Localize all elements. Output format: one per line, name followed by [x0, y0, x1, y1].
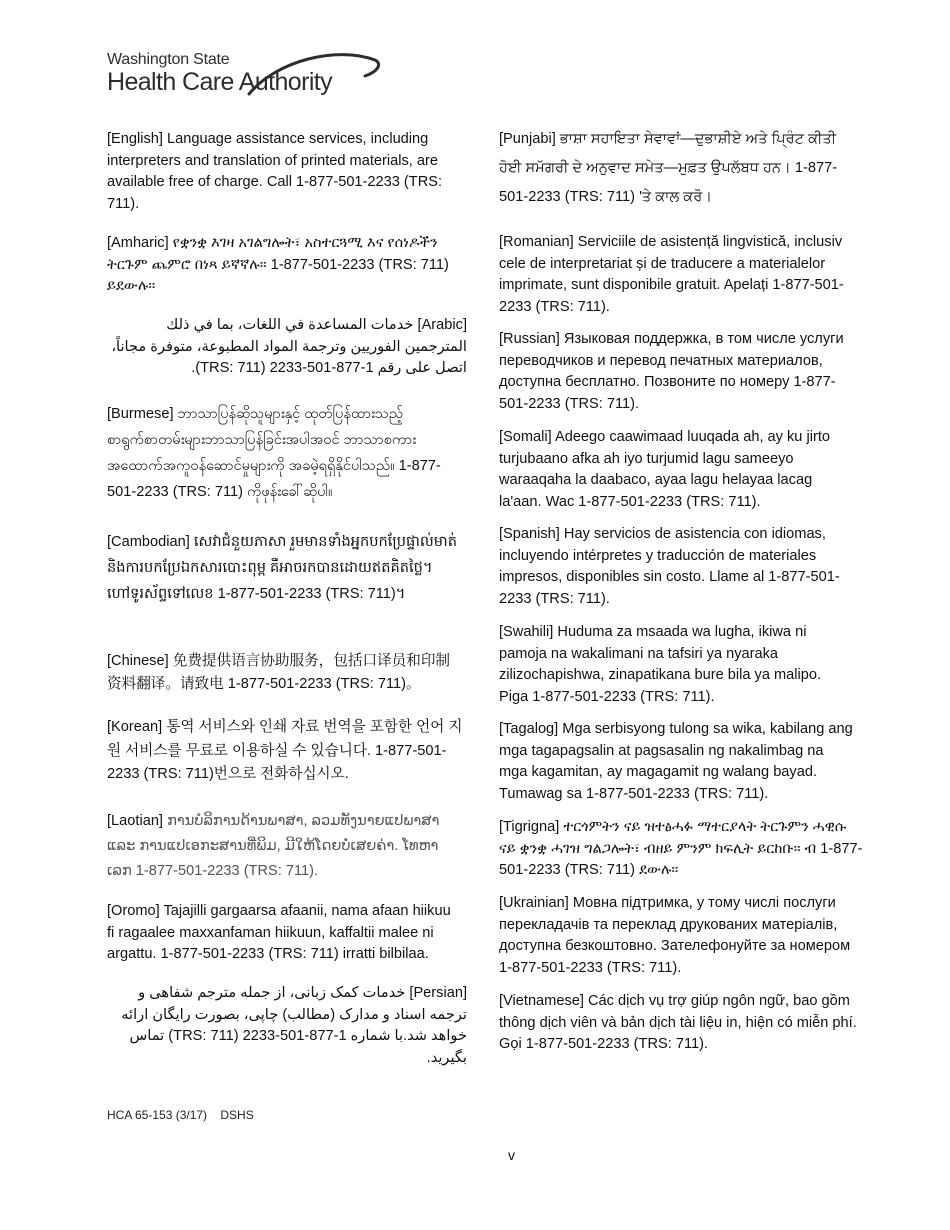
- notice-tigrigna: [499, 817, 864, 882]
- notice-swahili: [499, 622, 844, 708]
- notice-tagalog: [499, 719, 854, 805]
- lang-label: [Persian]: [409, 985, 467, 1001]
- logo-line-2: Health Care Authority: [107, 68, 333, 96]
- notice-romanian: [499, 232, 864, 318]
- lang-label: [Tigrigna]: [499, 819, 560, 835]
- notice-english: [107, 129, 452, 215]
- lang-label: [Oromo]: [107, 903, 160, 919]
- page-number: v: [508, 1147, 515, 1163]
- lang-label: [Chinese]: [107, 653, 169, 669]
- notice-text: សេវាជំនួយភាសា រួមមានទាំងអ្នកបកប្រែផ្ទាល់មាត់ និងការបកប្រែឯកសារបោះពុម្ព គឺអាចរកបានដោយឥតគិតថ្លៃ។ ហៅទូរស័ព្ទទៅលេខ 1-877-501-2233 (TRS: 711)។: [107, 534, 457, 602]
- notice-text: خدمات کمک زبانی، از جمله مترجم شفاهی و ترجمه اسناد و مدارک (مطالب) چاپی، بصورت رایگان ارائه خواهد شد.با شماره 1-877-501-2233 (TRS: 711) تماس بگیرید.: [121, 985, 467, 1066]
- notice-text: Мовна підтримка, у тому числі послуги перекладачів та переклад друкованих матеріалів, доступна безкоштовно. Зателефонуйте за номером 1-877-501-2233 (TRS: 711).: [499, 895, 851, 976]
- logo-swoosh-icon: [247, 50, 387, 98]
- notice-burmese: [107, 401, 469, 505]
- lang-label: [Spanish]: [499, 526, 560, 542]
- notice-somali: [499, 427, 849, 513]
- lang-label: [Laotian]: [107, 813, 163, 829]
- notice-text: የቋንቋ እገዛ አገልግሎት፣ አስተርጓሚ እና የሰነዶችን ትርጉም ጨምሮ በነጻ ይኛኛሉ፡፡ 1-877-501-2233 (TRS: 711) ይደውሉ፡፡: [107, 235, 449, 294]
- lang-label: [Burmese]: [107, 406, 174, 422]
- lang-label: [Romanian]: [499, 234, 574, 250]
- notice-text: 免费提供语言协助服务，包括口译员和印制资料翻译。请致电 1-877-501-2233 (TRS: 711)。: [107, 653, 451, 692]
- notice-text: ተርጎምትን ናይ ዝተፅሓፉ ማተርያላት ትርጉምን ሓዊሱ ናይ ቋንቋ ሓገዝ ግልጋሎት፣ ብዘይ ምንም ክፍሊት ይርከቡ፡፡ ብ 1-877-501-2233 (TRS: 711) ደውሉ፡፡: [499, 819, 863, 878]
- notice-ukrainian: [499, 893, 854, 979]
- lang-label: [Vietnamese]: [499, 993, 584, 1009]
- lang-label: [Tagalog]: [499, 721, 559, 737]
- notice-amharic: [107, 233, 462, 298]
- notice-spanish: [499, 524, 849, 610]
- notice-text: 통역 서비스와 인쇄 자료 번역을 포함한 언어 지원 서비스를 무료로 이용하실 수 있습니다. 1-877-501-2233 (TRS: 711)번으로 전화하십시오.: [107, 719, 463, 782]
- notice-cambodian: [107, 529, 457, 607]
- notice-text: Language assistance services, including interpreters and translation of printed materials, are available free of charge. Call 1-877-501-2233 (TRS: 711).: [107, 131, 443, 212]
- notice-text: خدمات المساعدة في اللغات، بما في ذلك المترجمين الفوريين وترجمة المواد المطبوعة، متوفرة مجاناً، اتصل على رقم 1-877-501-2233 (TRS: 711).: [111, 317, 467, 376]
- notice-persian: [107, 983, 467, 1069]
- notice-text: ການບໍລິການດ້ານພາສາ, ລວມທັງນາຍແປພາສາ ແລະ ການແປເອກະສານທີ່ພິມ, ມີໃຫ້ໂດຍບໍ່ເສຍຄ່າ. ໂທຫາເລກ 1-877-501-2233 (TRS: 711).: [107, 813, 440, 879]
- lang-label: [Amharic]: [107, 235, 169, 251]
- notice-text: Huduma za msaada wa lugha, ikiwa ni pamoja na wakalimani na tafsiri ya nyaraka zilizochapishwa, zinapatikana bure bila ya malipo. Piga 1-877-501-2233 (TRS: 711).: [499, 624, 822, 705]
- notice-text: Языковая поддержка, в том числе услуги переводчиков и перевод печатных материалов, доступна бесплатно. Позвоните по номеру 1-877-501-2233 (TRS: 711).: [499, 331, 844, 412]
- lang-label: [Cambodian]: [107, 534, 190, 550]
- notice-text: Serviciile de asistență lingvistică, inclusiv cele de interpretariat și de traducere a materialelor imprimate, sunt disponibile gratuit. Apelați 1-877-501-2233 (TRS: 711).: [499, 234, 844, 315]
- lang-label: [Somali]: [499, 429, 552, 445]
- lang-label: [Korean]: [107, 719, 163, 735]
- lang-label: [Swahili]: [499, 624, 554, 640]
- notice-vietnamese: [499, 991, 869, 1056]
- lang-label: [Ukrainian]: [499, 895, 569, 911]
- lang-label: [Russian]: [499, 331, 560, 347]
- lang-label: [Punjabi]: [499, 131, 556, 147]
- notice-text: Adeego caawimaad luuqada ah, ay ku jirto turjubaano afka ah iyo turjumid lagu sameeyo waraaqaha la daabaco, ayaa lagu helayaa lacag la'aan. Wac 1-877-501-2233 (TRS: 711).: [499, 429, 830, 510]
- notice-oromo: [107, 901, 462, 966]
- notice-chinese: [107, 650, 462, 696]
- notice-text: Mga serbisyong tulong sa wika, kabilang ang mga tagapagsalin at pagsasalin ng nakalimbag na mga kagamitan, ay magagamit ng walang bayad. Tumawag sa 1-877-501-2233 (TRS: 711).: [499, 721, 853, 802]
- notice-text: ဘာသာပြန်ဆိုသူများနှင့် ထုတ်ပြန်ထားသည့် စာရွက်စာတမ်းများဘာသာပြန်ခြင်းအပါအဝင် ဘာသာစကားအထောက်အကူဝန်ဆောင်မှုများကို အခမဲ့ရရှိနိုင်ပါသည်။ 1-877-501-2233 (TRS: 711) ကိုဖုန်းခေါ်ဆိုပါ။: [107, 406, 441, 500]
- lang-label: [Arabic]: [417, 317, 467, 333]
- form-code: HCA 65-153 (3/17) DSHS: [107, 1108, 254, 1122]
- notice-laotian: [107, 809, 457, 884]
- notice-punjabi: [499, 125, 839, 212]
- notice-russian: [499, 329, 864, 415]
- logo-line-1: Washington State: [107, 51, 230, 68]
- hca-logo: [107, 50, 387, 106]
- notice-text: ਭਾਸ਼ਾ ਸਹਾਇਤਾ ਸੇਵਾਵਾਂ—ਦੁਭਾਸ਼ੀਏ ਅਤੇ ਪ੍ਰਿੰਟ ਕੀਤੀ ਹੋਈ ਸਮੱਗਰੀ ਦੇ ਅਨੁਵਾਦ ਸਮੇਤ—ਮੁਫ਼ਤ ਉਪਲੱਬਧ ਹਨ। 1-877-501-2233 (TRS: 711) 'ਤੇ ਕਾਲ ਕਰੋ।: [499, 131, 838, 205]
- lang-label: [English]: [107, 131, 163, 147]
- notice-korean: [107, 716, 467, 787]
- notice-text: Hay servicios de asistencia con idiomas, incluyendo intérpretes y traducción de materiales impresos, disponibles sin costo. Llame al 1-877-501-2233 (TRS: 711).: [499, 526, 840, 607]
- notice-text: Tajajilli gargaarsa afaanii, nama afaan hiikuu fi ragaalee maxxanfaman hiikuun, kaffaltii malee ni argattu. 1-877-501-2233 (TRS: 711) irratti bilbilaa.: [107, 903, 451, 962]
- notice-text: Các dịch vụ trợ giúp ngôn ngữ, bao gồm thông dịch viên và bản dịch tài liệu in, hiện có miễn phí. Gọi 1-877-501-2233 (TRS: 711).: [499, 993, 857, 1052]
- notice-arabic: [107, 315, 467, 380]
